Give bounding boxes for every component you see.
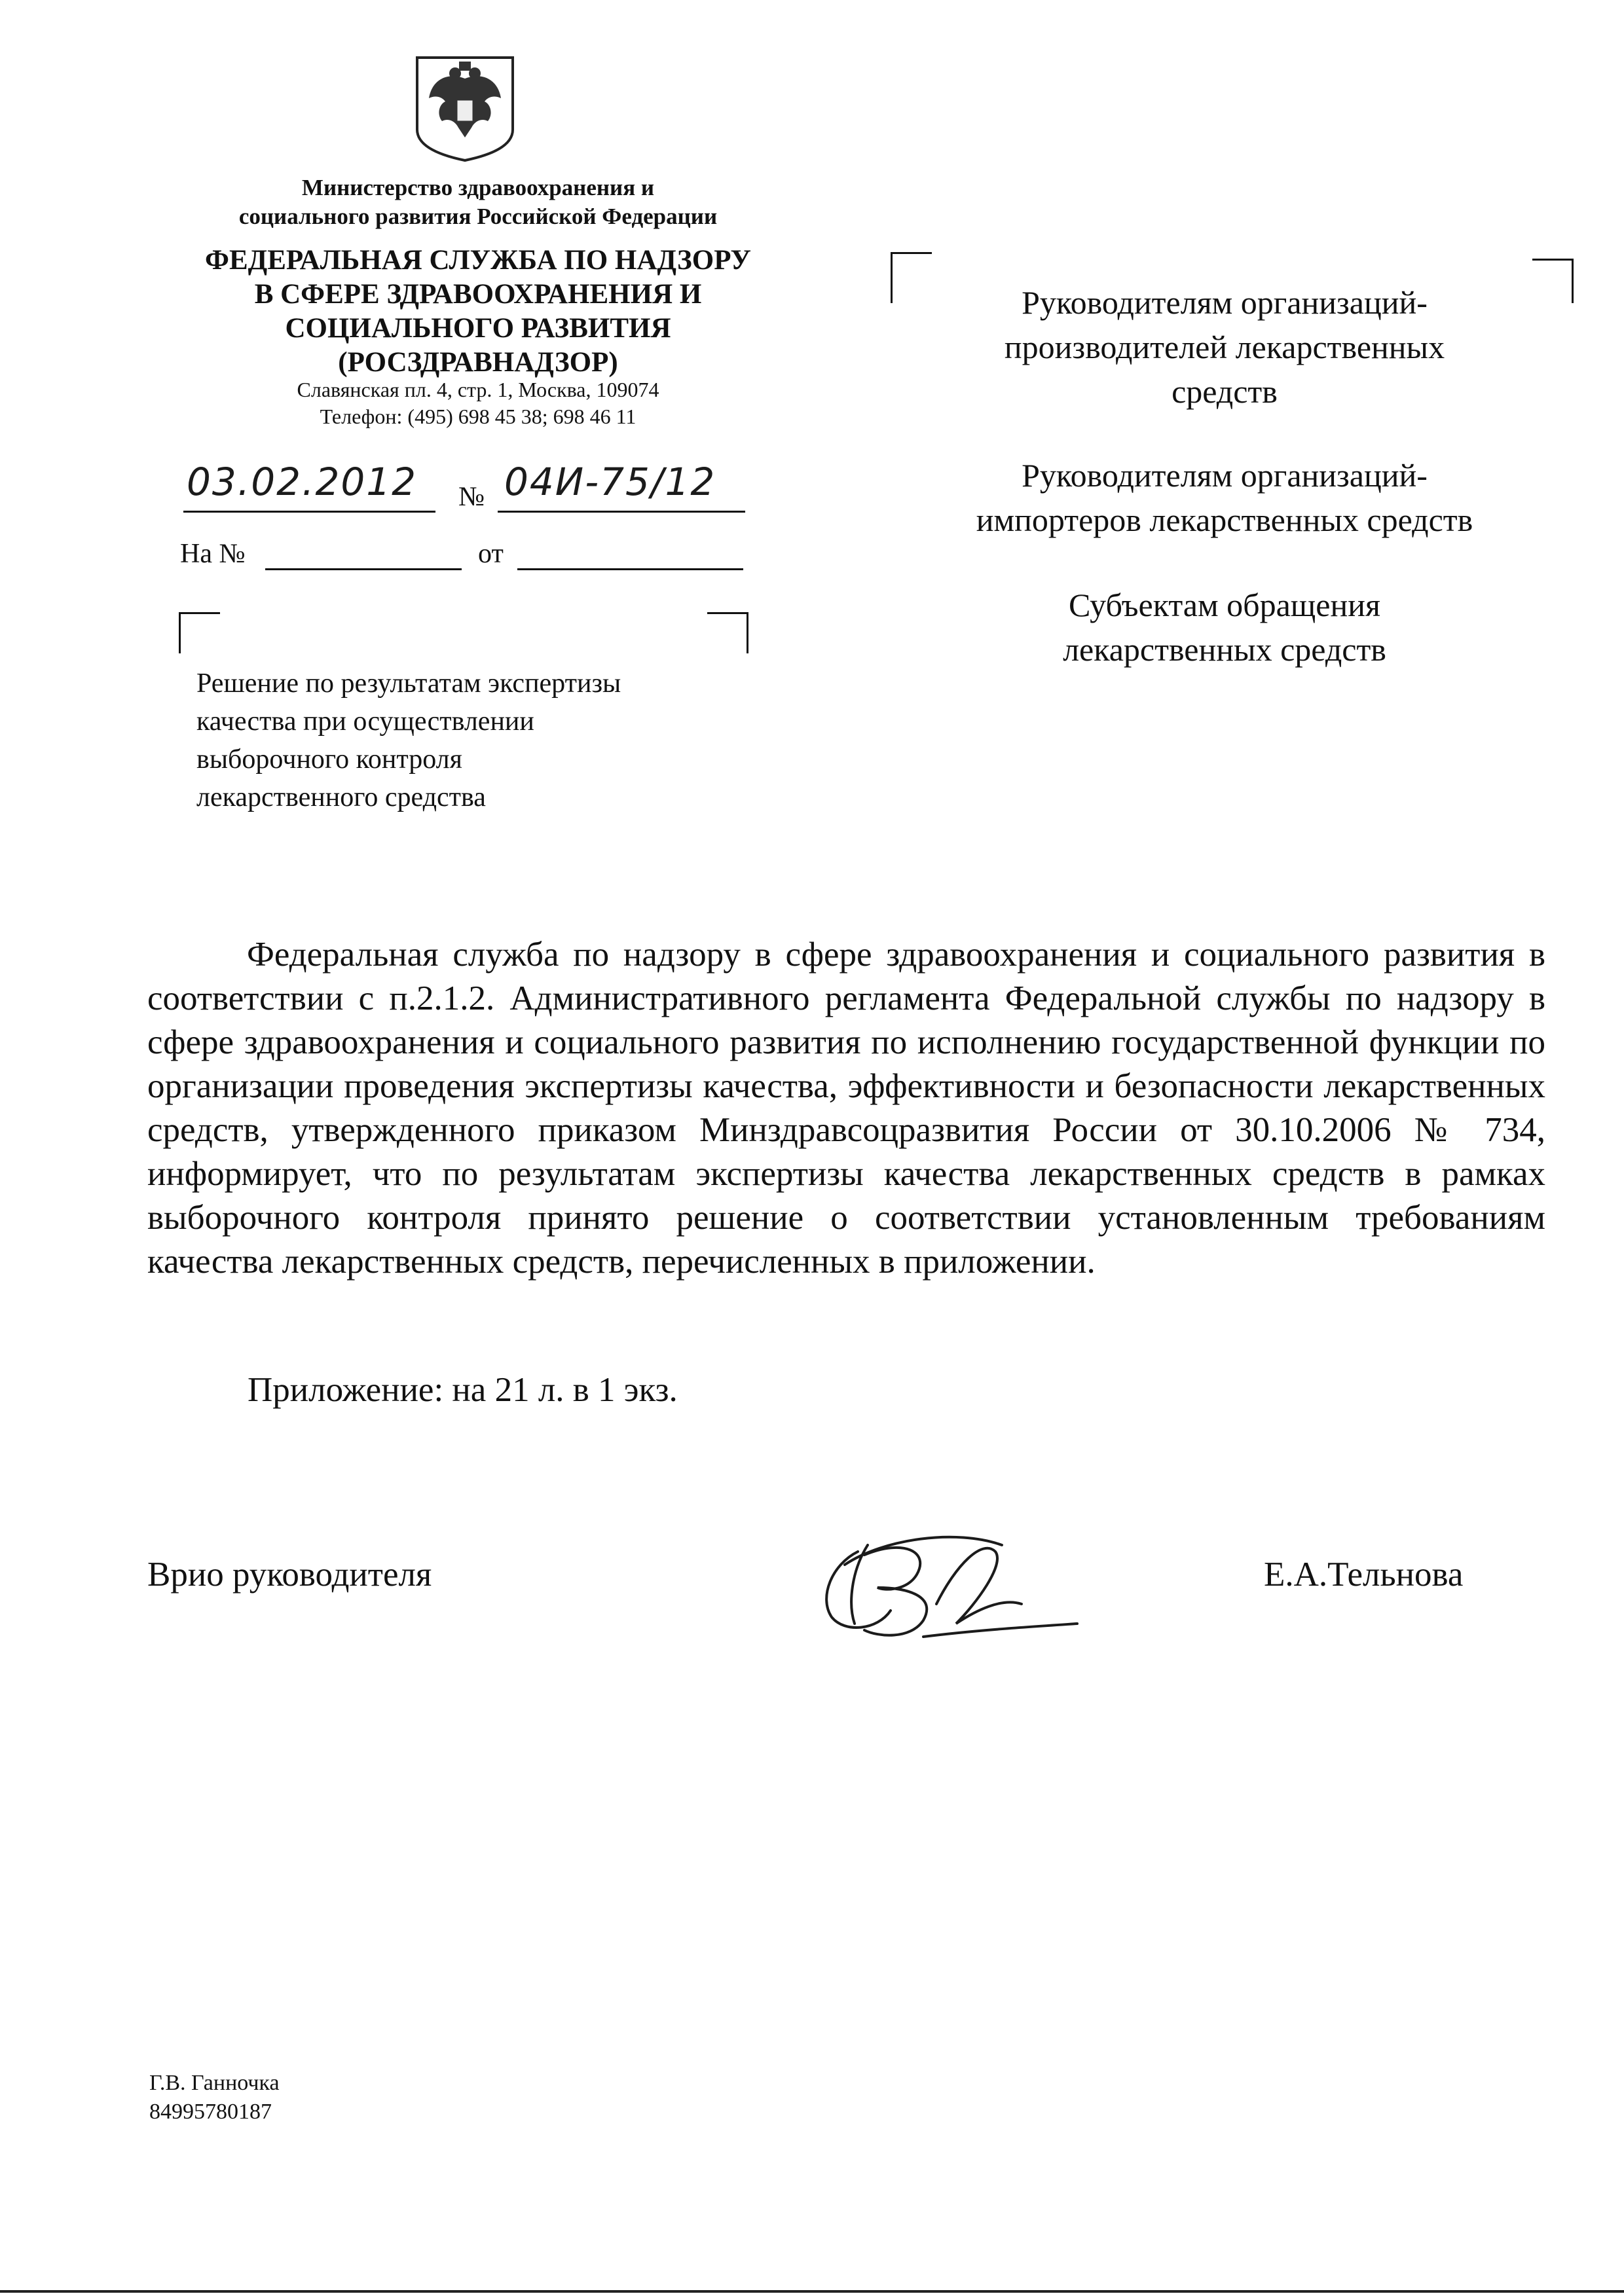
recipient-1-line-2: производителей лекарственных [1004,329,1445,365]
service-name [151,244,805,380]
subject-corner-left [179,612,220,653]
executor-block [149,2069,280,2126]
recipient-3-line-1: Субъектам обращения [1069,587,1380,623]
ministry-line-2: социального развития Российской Федерации [238,204,718,229]
service-line-2: В СФЕРЕ ЗДРАВООХРАНЕНИЯ И [254,279,702,310]
recipient-importers [910,453,1539,542]
coat-of-arms-emblem [409,52,521,164]
from-label: от [478,539,504,569]
signer-name: Е.А.Тельнова [1264,1556,1464,1594]
subject-line-1: Решение по результатам экспертизы [196,668,621,699]
handwritten-number: 04И-75/12 [504,460,716,504]
service-line-4: (РОСЗДРАВНАДЗОР) [338,347,618,378]
from-field [517,568,743,570]
recipient-1-line-1: Руководителям организаций- [1022,284,1428,321]
number-label: № [458,482,485,512]
executor-name: Г.В. Ганночка [149,2071,280,2095]
recipient-subjects [910,583,1539,672]
date-underline [183,511,435,513]
service-line-3: СОЦИАЛЬНОГО РАЗВИТИЯ [285,313,671,344]
handwritten-date: 03.02.2012 [187,460,418,504]
phone: Телефон: (495) 698 45 38; 698 46 11 [320,405,637,428]
page-bottom-rule [0,2290,1624,2293]
reference-label: На № [180,539,246,569]
recipient-manufacturers [910,280,1539,414]
subject-line-2: качества при осуществлении [196,706,534,737]
body-paragraph: Федеральная служба по надзору в сфере здравоохранения и социального развития в соответствии с п.2.1.2. Административного регламента Федеральной службы по надзору в сфере здравоохранения и социального развития по исполнению государственной функции по организации проведения экспертизы качества, эффективности и безопасности лекарственных средств, утвержденного приказом Минздравсоцразвития России от 30.10.2006 № 734, информирует, что по результатам экспертизы качества лекарственных средств в рамках выборочного контроля принято решение о соответствии установленным требованиям качества лекарственных средств, перечисленных в приложении. [147,936,1545,1281]
reference-field [265,568,462,570]
subject-line-3: выборочного контроля [196,744,462,774]
recipient-2-line-1: Руководителям организаций- [1022,457,1428,494]
ministry-line-1: Министерство здравоохранения и [301,175,655,200]
subject-block [196,665,621,816]
number-underline [498,511,745,513]
recipient-3-line-2: лекарственных средств [1063,631,1386,668]
subject-line-4: лекарственного средства [196,782,486,812]
recipient-2-line-2: импортеров лекарственных средств [976,501,1473,538]
recipient-1-line-3: средств [1172,373,1278,410]
subject-corner-right [707,612,748,653]
ministry-name [151,173,805,231]
service-line-1: ФЕДЕРАЛЬНАЯ СЛУЖБА ПО НАДЗОРУ [205,245,751,276]
handwritten-signature [805,1525,1080,1656]
executor-phone: 84995780187 [149,2100,272,2124]
contact-block [151,376,805,430]
attachment-note: Приложение: на 21 л. в 1 экз. [248,1371,678,1409]
signer-position: Врио руководителя [147,1556,432,1594]
address: Славянская пл. 4, стр. 1, Москва, 109074 [297,378,659,401]
